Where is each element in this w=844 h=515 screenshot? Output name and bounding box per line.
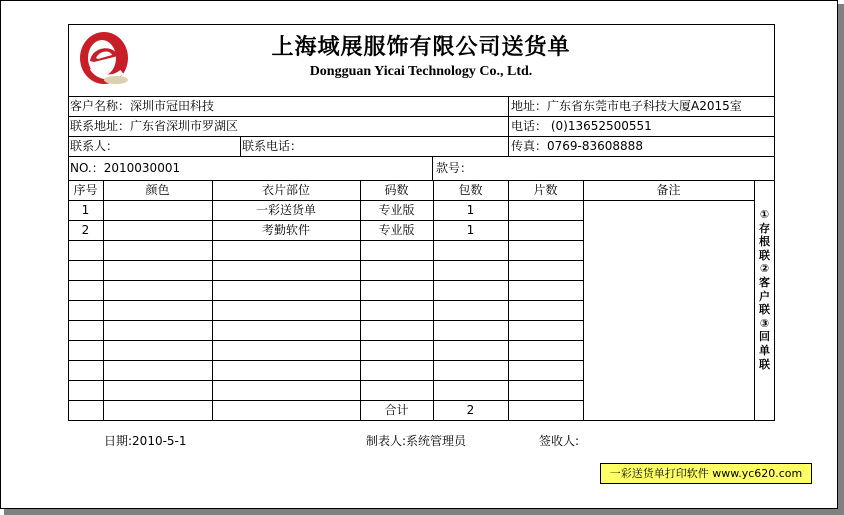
address: 地址：广东省东莞市电子科技大厦A2015室 [511,99,742,113]
header-remarks: 备注 [656,183,681,197]
fax: 传真：0769-83608888 [511,139,643,153]
header-color: 颜色 [145,183,170,197]
software-ad-link[interactable]: 一彩送货单打印软件 www.yc620.com [600,463,812,484]
table-cell: 1 [466,223,475,237]
style-number: 款号： [436,161,473,175]
table-cell: 一彩送货单 [255,203,316,217]
header-part: 衣片部位 [261,183,310,197]
company-subtitle: Dongguan Yicai Technology Co., Ltd. [309,64,533,79]
page-shadow-bottom [4,509,844,515]
copy-designation-note: ①存根联②客户联③回单联 [759,208,770,371]
footer-maker: 制表人:系统管理员 [366,434,467,448]
order-number: NO.：2010030001 [70,161,181,175]
contact-phone: 联系电话： [242,139,303,153]
page-shadow-right [838,4,844,515]
table-cell: 2 [81,223,90,237]
contact-person: 联系人： [70,139,119,153]
customer-name: 客户名称：深圳市冠田科技 [70,99,215,113]
total-label: 合计 [384,403,409,417]
footer-date: 日期:2010-5-1 [104,434,187,448]
table-cell: 1 [81,203,90,217]
footer-receiver: 签收人: [539,434,580,448]
header-seq: 序号 [73,183,98,197]
table-cell: 专业版 [378,203,415,217]
phone: 电话： (0)13652500551 [511,119,652,133]
table-cell: 专业版 [378,223,415,237]
header-packs: 包数 [458,183,483,197]
header-size: 码数 [384,183,409,197]
total-value: 2 [466,403,475,417]
header-pieces: 片数 [533,183,558,197]
company-title: 上海域展服饰有限公司送货单 [271,35,571,60]
contact-address: 联系地址：广东省深圳市罗湖区 [70,119,239,133]
table-cell: 考勤软件 [261,223,310,237]
table-cell: 1 [466,203,475,217]
